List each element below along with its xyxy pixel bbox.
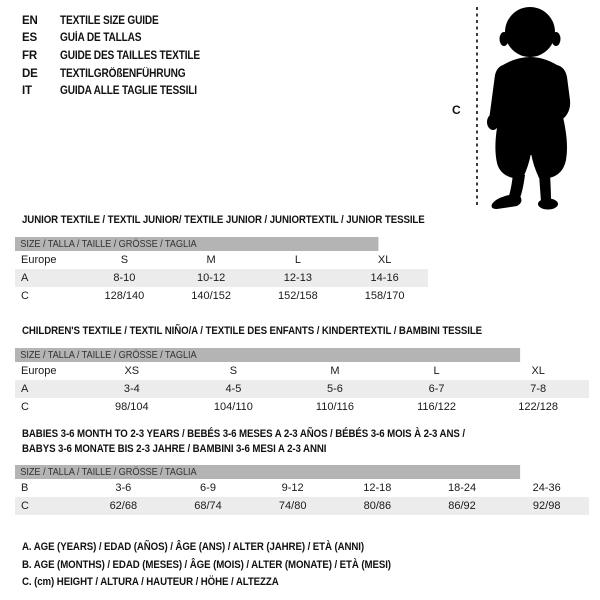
value-cell: 5-6 [327,383,343,395]
language-title: TEXTILE SIZE GUIDE [60,14,159,27]
language-code: ES [22,32,37,45]
row-label-cell: Europe [21,365,57,377]
value-cell: 3-6 [115,482,132,494]
value-cell: 6-7 [428,383,445,395]
legend-notes [22,541,441,594]
table-body [15,362,589,416]
table-row [15,251,428,269]
table-row [15,398,589,416]
value-cell: 4-5 [225,383,242,395]
table-row [15,287,428,305]
value-cell: 12-18 [363,482,392,494]
value-cell: 128/140 [104,290,145,302]
value-cell: M [206,254,216,266]
value-cell: M [330,365,340,377]
size-header-bar: SIZE / TALLA / TAILLE / GRÖSSE / TAGLIA [15,465,520,479]
table-row [15,269,428,287]
section-title-line: BABYS 3-6 MONATE BIS 2-3 JAHRE / BAMBINI 3-6 MESI A 2-3 ANNI [22,443,327,455]
language-row [22,47,219,65]
children-size-table [15,348,589,416]
value-cell: 10-12 [197,272,226,284]
value-cell: 14-16 [370,272,399,284]
value-cell: 7-8 [530,383,547,395]
section-title-line: BABIES 3-6 MONTH TO 2-3 YEARS / BEBÉS 3-6 MESES A 2-3 AÑOS / BÉBÉS 3-6 MOIS À 2-3 ANS / [22,428,465,440]
height-measure-label: C [452,103,461,117]
value-cell: 9-12 [281,482,304,494]
value-cell: 92/98 [532,500,561,512]
value-cell: 68/74 [194,500,222,512]
size-header-bar: SIZE / TALLA / TAILLE / GRÖSSE / TAGLIA [15,237,378,251]
language-code: EN [22,14,38,27]
value-cell: XL [377,254,392,266]
table-row [15,380,589,398]
value-cell: 116/122 [417,401,457,413]
value-cell: 122/128 [518,401,559,413]
row-label-cell: A [21,272,29,284]
row-label-cell: C [21,401,29,413]
value-cell: XS [124,365,140,377]
note-height-cm: C. (cm) HEIGHT / ALTURA / HAUTEUR / HÖHE / ALTEZZA [22,576,279,588]
language-title: GUIDA ALLE TAGLIE TESSILI [60,85,197,98]
babies-size-table [15,465,589,515]
value-cell: 74/80 [278,500,307,512]
row-label-cell: A [21,383,29,395]
table-row [15,497,589,515]
value-cell: 18-24 [447,482,477,494]
value-cell: 80/86 [363,500,392,512]
value-cell: 24-36 [532,482,561,494]
value-cell: 98/104 [114,401,149,413]
section-title-line: CHILDREN'S TEXTILE / TEXTIL NIÑO/A / TEXTILE DES ENFANTS / KINDERTEXTIL / BAMBINI TESSILE [22,325,483,337]
value-cell: L [294,254,301,266]
value-cell: XL [531,365,545,377]
row-label-cell: B [21,482,29,494]
language-code: DE [22,67,38,80]
row-label-cell: C [21,500,29,512]
language-row [22,12,219,30]
value-cell: 104/110 [213,401,253,413]
language-list [22,12,219,100]
language-title: GUÍA DE TALLAS [60,32,142,45]
value-cell: 6-9 [200,482,216,494]
babies-section-title [22,427,525,457]
table-body [15,479,589,515]
row-label-cell: Europe [21,254,57,266]
value-cell: S [120,254,129,266]
junior-section-title [22,213,480,228]
value-cell: 140/152 [191,290,231,302]
value-cell: 152/158 [277,290,318,302]
row-label-cell: C [21,290,29,302]
size-header-bar: SIZE / TALLA / TAILLE / GRÖSSE / TAGLIA [15,348,520,362]
language-row [22,30,219,48]
value-cell: L [433,365,440,377]
children-section-title [22,324,545,339]
table-row [15,362,589,380]
language-code: FR [22,49,37,62]
value-cell: S [229,365,238,377]
language-title: GUIDE DES TAILLES TEXTILE [60,49,200,62]
section-title-line: JUNIOR TEXTILE / TEXTIL JUNIOR/ TEXTILE JUNIOR / JUNIORTEXTIL / JUNIOR TESSILE [22,214,425,226]
language-title: TEXTILGRÖßENFÜHRUNG [60,67,186,80]
note-age-months: B. AGE (MONTHS) / EDAD (MESES) / ÂGE (MOIS) / ALTER (MONATE) / ETÀ (MESI) [22,558,391,571]
value-cell: 86/92 [448,500,476,512]
language-row [22,82,219,100]
language-code: IT [22,85,32,98]
value-cell: 158/170 [364,290,405,302]
language-row [22,65,219,83]
toddler-silhouette-icon [487,5,582,211]
table-row [15,479,589,497]
junior-size-table [15,237,428,305]
value-cell: 12-13 [283,272,312,284]
value-cell: 8-10 [113,272,136,284]
table-body [15,251,428,305]
note-age-years: A. AGE (YEARS) / EDAD (AÑOS) / ÂGE (ANS) / ALTER (JAHRE) / ETÀ (ANNI) [22,541,365,553]
value-cell: 3-4 [123,383,140,395]
value-cell: 62/68 [109,500,138,512]
height-measure-figure [440,0,600,215]
height-dashed-line [476,7,478,205]
value-cell: 110/116 [315,401,355,413]
